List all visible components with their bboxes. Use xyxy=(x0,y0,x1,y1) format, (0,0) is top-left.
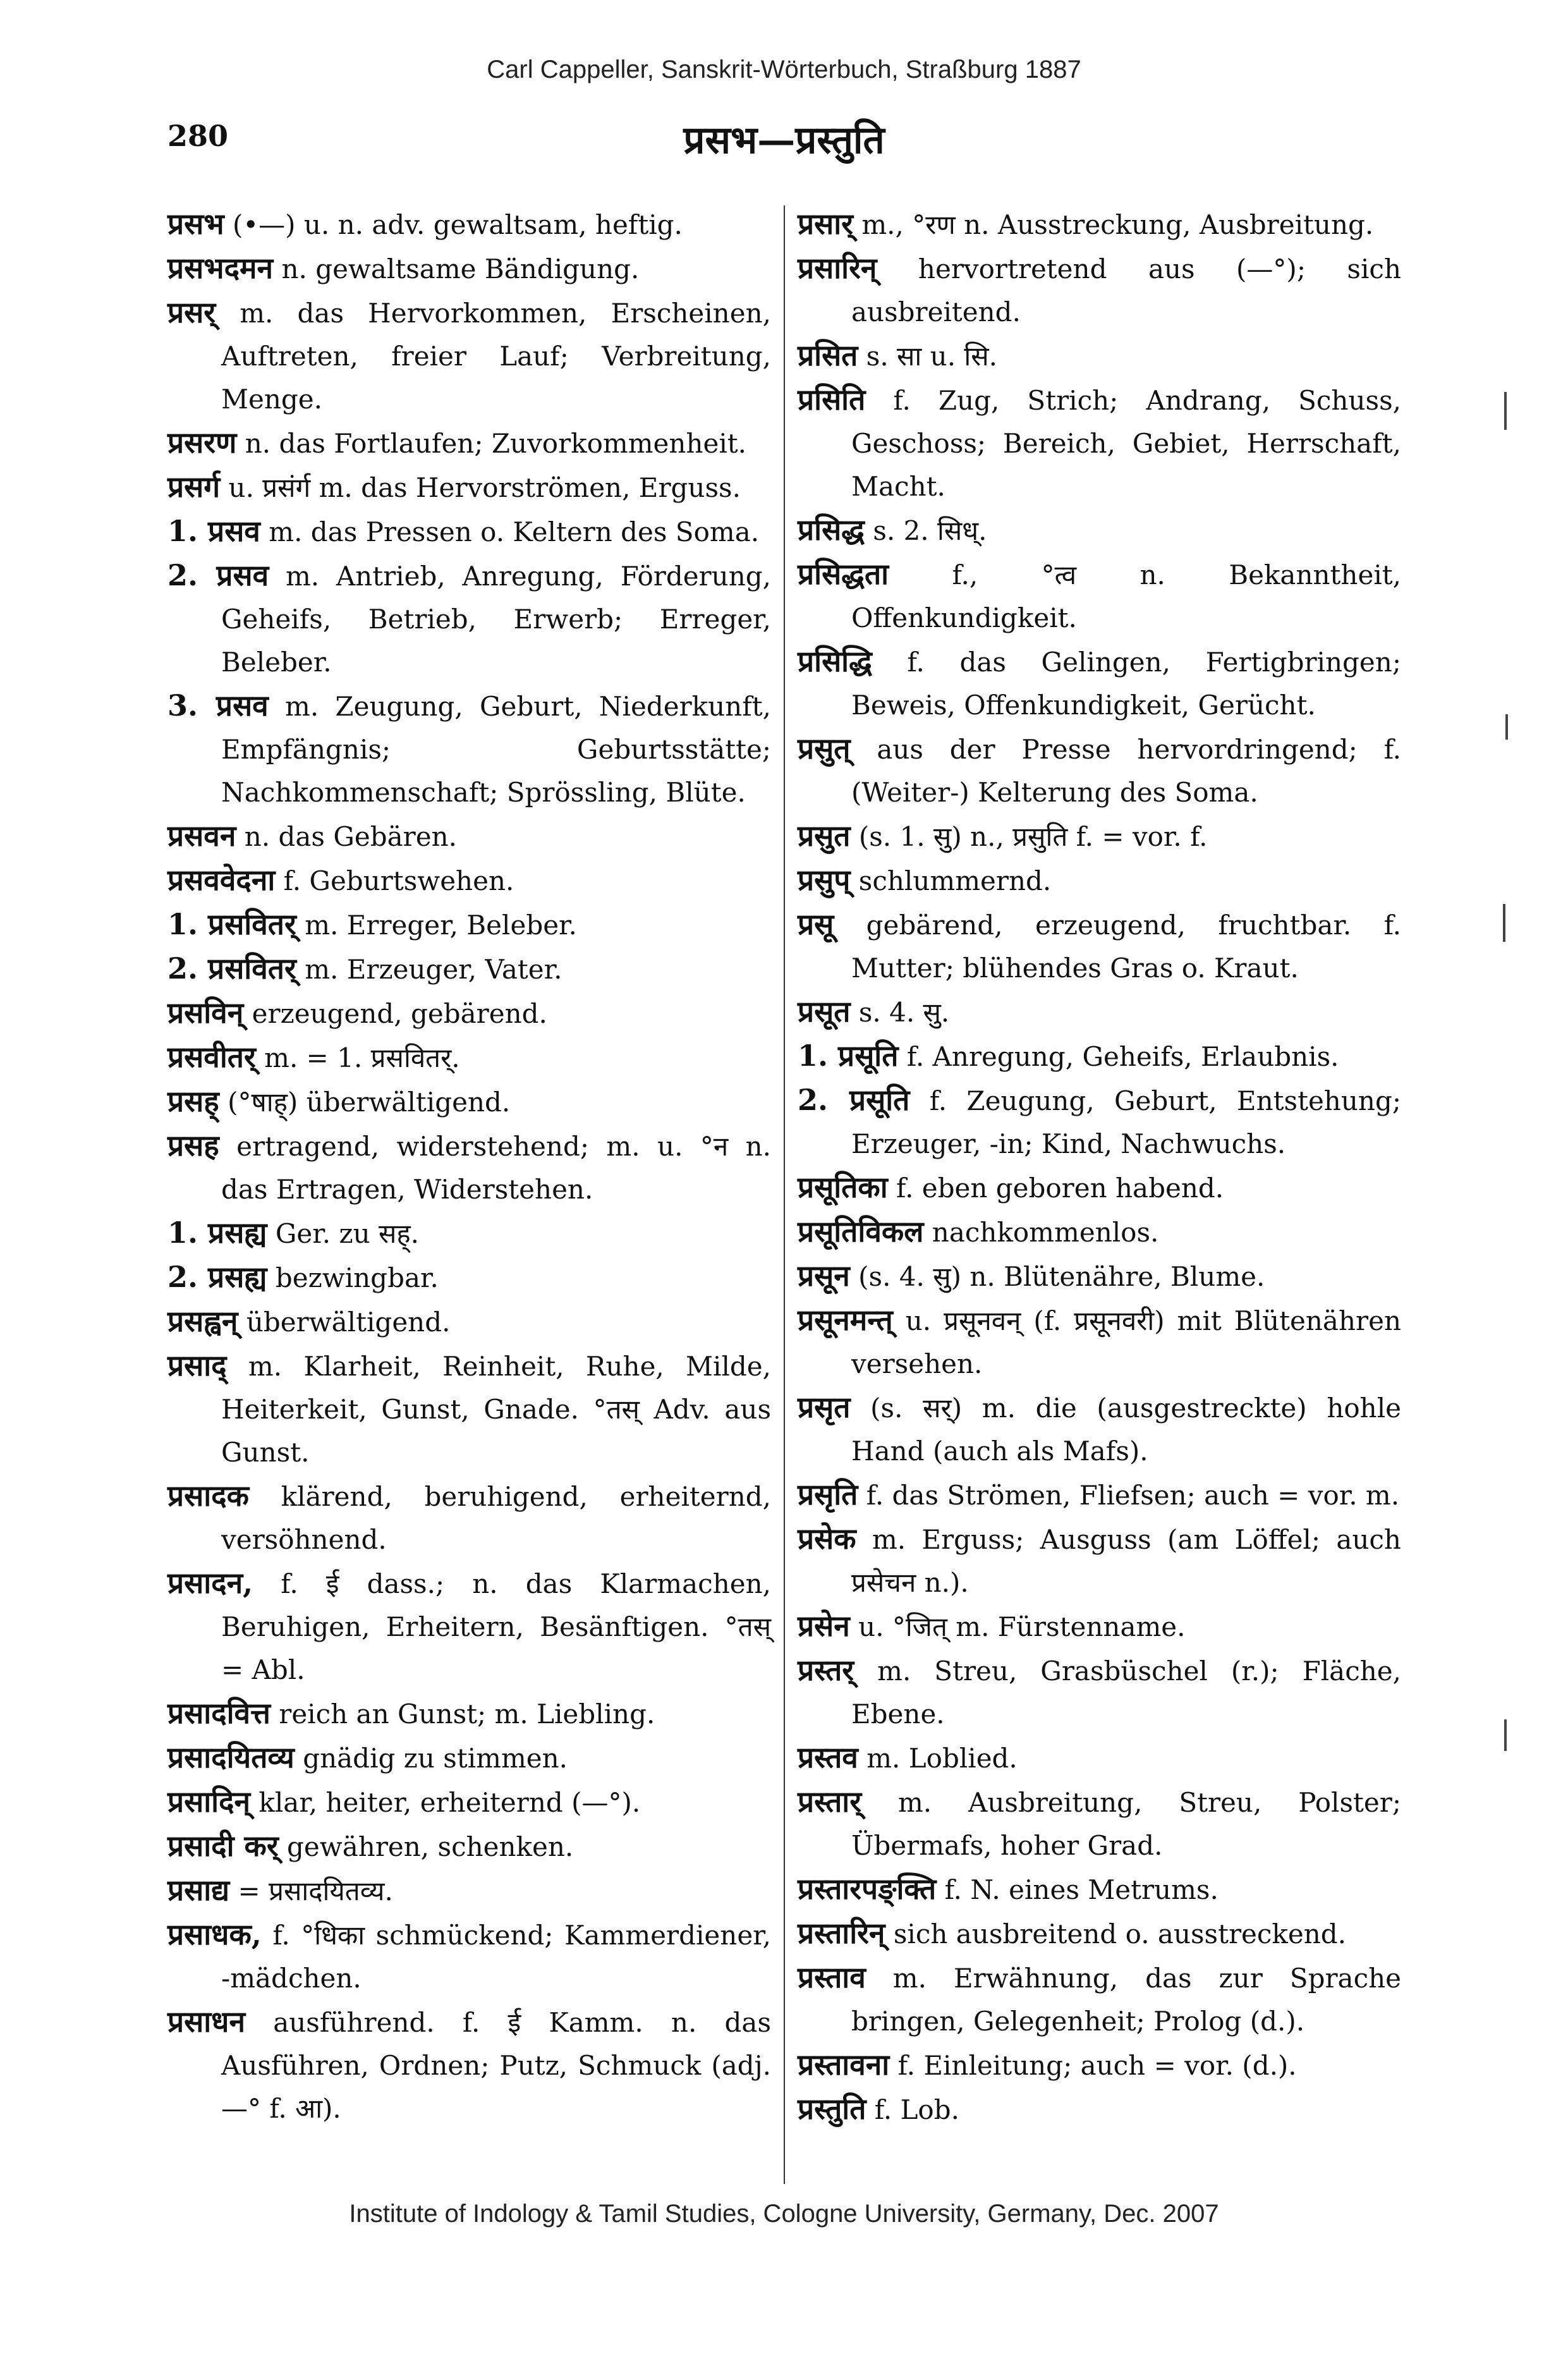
entry-headword: प्रसाधक, xyxy=(167,1917,262,1951)
entry-definition: m. Erguss; Ausguss (am Löffel; auch प्रसेचन n.). xyxy=(851,1524,1401,1598)
dictionary-entry xyxy=(798,1034,1401,1078)
entry-headword: प्रस्तव xyxy=(798,1740,858,1774)
entry-definition: = प्रसादयितव्य. xyxy=(238,1876,393,1906)
dictionary-entry xyxy=(798,1210,1401,1254)
entry-headword: प्रसुत xyxy=(798,819,851,853)
dictionary-entry xyxy=(798,1956,1401,2043)
entry-headword: प्रसववेदना xyxy=(167,863,276,897)
dictionary-entry xyxy=(798,1867,1401,1912)
dictionary-entry xyxy=(167,1344,771,1474)
entry-headword: प्रसारिन् xyxy=(798,251,877,285)
entry-definition: hervortretend aus (—°); sich ausbreitend. xyxy=(851,253,1401,327)
entry-headword: प्रसभ xyxy=(167,207,224,241)
entry-definition: überwältigend. xyxy=(246,1307,451,1338)
entry-headword: प्रसादयितव्य xyxy=(167,1740,295,1774)
column-rule xyxy=(784,205,785,2184)
entry-headword: प्रस्तुति xyxy=(798,2092,866,2126)
entry-definition: m. das Pressen o. Keltern des Soma. xyxy=(269,516,760,547)
entry-headword: प्रस्तर् xyxy=(798,1653,854,1687)
entry-headword: 3. प्रसव xyxy=(167,688,269,723)
entry-definition: Ger. zu सह्. xyxy=(275,1218,420,1249)
entry-definition: m. das Hervorkommen, Erscheinen, Auftreten, freier Lauf; Verbreitung, Menge. xyxy=(221,298,771,415)
entry-definition: sich ausbreitend o. ausstreckend. xyxy=(893,1919,1347,1949)
dictionary-entry xyxy=(167,991,771,1035)
entry-definition: bezwingbar. xyxy=(275,1262,439,1293)
dictionary-entry xyxy=(167,1692,771,1736)
entry-headword: प्रसाद् xyxy=(167,1348,227,1382)
entry-definition: f. das Strömen, Fliefsen; auch = vor. m. xyxy=(866,1480,1400,1511)
entry-headword: प्रस्तारिन् xyxy=(798,1916,885,1950)
entry-headword: प्रसरण xyxy=(167,425,237,460)
dictionary-entry xyxy=(167,903,771,947)
entry-headword: प्रसिति xyxy=(798,382,866,417)
dictionary-entry xyxy=(798,1386,1401,1473)
entry-headword: प्रसाद्य xyxy=(167,1873,230,1907)
entry-headword: प्रसूतिका xyxy=(798,1170,888,1204)
entry-headword: 2. प्रसवितर् xyxy=(167,951,296,985)
dictionary-entry xyxy=(167,684,771,814)
dictionary-entry xyxy=(167,2000,771,2130)
entry-headword: प्रसाधन xyxy=(167,2004,246,2039)
entry-definition: gebärend, erzeugend, fruchtbar. f. Mutter; blühendes Gras o. Kraut. xyxy=(851,910,1401,984)
dictionary-entry xyxy=(798,990,1401,1034)
dictionary-entry xyxy=(798,1254,1401,1298)
dictionary-entry xyxy=(798,378,1401,508)
entry-headword: 1. प्रसूति xyxy=(798,1039,899,1073)
dictionary-entry xyxy=(167,291,771,421)
entry-definition: m. Streu, Grasbüschel (r.); Fläche, Ebene. xyxy=(851,1656,1401,1730)
entry-headword: 1. प्रसवितर् xyxy=(167,907,296,941)
entry-definition: gnädig zu stimmen. xyxy=(303,1743,568,1774)
entry-definition: m. Klarheit, Reinheit, Ruhe, Milde, Heiterkeit, Gunst, Gnade. °तस् Adv. aus Gunst. xyxy=(221,1351,771,1468)
dictionary-entry xyxy=(167,1913,771,2000)
entry-definition: ausführend. f. ई Kamm. n. das Ausführen, Ordnen; Putz, Schmuck (adj. —° f. आ). xyxy=(221,2007,771,2124)
dictionary-entry xyxy=(798,814,1401,858)
entry-headword: प्रसेन xyxy=(798,1609,850,1643)
page-number: 280 xyxy=(167,119,229,153)
dictionary-entry xyxy=(167,1561,771,1692)
dictionary-entry xyxy=(167,814,771,858)
entry-definition: m. Antrieb, Anregung, Förderung, Geheifs, Betrieb, Erwerb; Erreger, Beleber. xyxy=(221,561,771,678)
entry-definition: nachkommenlos. xyxy=(932,1217,1159,1248)
entry-headword: प्रसवन xyxy=(167,819,236,853)
entry-definition: s. 2. सिध्. xyxy=(873,515,987,546)
dictionary-entry xyxy=(798,1473,1401,1517)
dictionary-entry xyxy=(798,903,1401,990)
dictionary-entry xyxy=(167,465,771,509)
dictionary-entry xyxy=(167,947,771,991)
entry-headword: प्रसिद्ध xyxy=(798,513,865,547)
entry-headword: प्रसुत् xyxy=(798,731,851,766)
dictionary-entry xyxy=(167,1474,771,1561)
dictionary-entry xyxy=(167,554,771,684)
entry-headword: प्रसादी कर् xyxy=(167,1829,279,1863)
entry-headword: प्रसेक xyxy=(798,1522,856,1556)
dictionary-entry xyxy=(798,1736,1401,1780)
entry-definition: aus der Presse hervordringend; f. (Weiter-) Kelterung des Soma. xyxy=(851,734,1401,808)
dictionary-entry xyxy=(167,1824,771,1869)
entry-definition: m. Erwähnung, das zur Sprache bringen, Gelegenheit; Prolog (d.). xyxy=(851,1963,1401,2037)
dictionary-entry xyxy=(798,640,1401,727)
entry-definition: m. Erreger, Beleber. xyxy=(305,910,577,941)
entry-definition: klar, heiter, erheiternd (—°). xyxy=(258,1787,641,1818)
source-header: Carl Cappeller, Sanskrit-Wörterbuch, Straßburg 1887 xyxy=(487,56,1081,83)
entry-definition: (°षाह्) überwältigend. xyxy=(228,1087,511,1118)
dictionary-entry xyxy=(798,1517,1401,1604)
left-column xyxy=(167,202,771,2130)
dictionary-entry xyxy=(798,508,1401,552)
dictionary-entry xyxy=(798,727,1401,814)
entry-definition: u. प्रसूनवन् (f. प्रसूनवरी) mit Blütenähren versehen. xyxy=(851,1305,1402,1379)
entry-headword: 1. प्रसह्य xyxy=(167,1216,267,1250)
dictionary-entry xyxy=(167,421,771,465)
entry-definition: f., °त्व n. Bekanntheit, Offenkundigkeit. xyxy=(851,559,1401,633)
dictionary-entry xyxy=(798,1604,1401,1649)
entry-definition: n. das Fortlaufen; Zuvorkommenheit. xyxy=(245,428,747,459)
entry-headword: प्रसृति xyxy=(798,1477,858,1511)
dictionary-entry xyxy=(798,334,1401,378)
dictionary-entry xyxy=(798,1166,1401,1210)
dictionary-entry xyxy=(167,1780,771,1824)
entry-definition: f. °धिका schmückend; Kammerdiener, -mädchen. xyxy=(221,1920,771,1994)
dictionary-entry xyxy=(798,2087,1401,2132)
dictionary-entry xyxy=(798,247,1401,334)
entry-headword: प्रसवीतर् xyxy=(167,1040,256,1074)
entry-definition: f. das Gelingen, Fertigbringen; Beweis, Offenkundigkeit, Gerücht. xyxy=(851,647,1401,721)
entry-headword: प्रस्तार् xyxy=(798,1784,862,1819)
right-column xyxy=(798,202,1401,2132)
entry-headword: प्रसर् xyxy=(167,295,216,329)
entry-headword: प्रसह xyxy=(167,1128,219,1162)
dictionary-entry xyxy=(798,1649,1401,1736)
margin-mark xyxy=(1504,1719,1507,1751)
entry-headword: प्रसूत xyxy=(798,994,851,1028)
margin-mark xyxy=(1503,904,1505,942)
entry-headword: 2. प्रसूति xyxy=(798,1083,910,1117)
entry-definition: f. eben geboren habend. xyxy=(896,1173,1224,1204)
entry-definition: f. Zug, Strich; Andrang, Schuss, Geschoss; Bereich, Gebiet, Herrschaft, Macht. xyxy=(851,385,1401,502)
entry-headword: प्रसविन् xyxy=(167,996,244,1030)
entry-definition: u. °जित् m. Fürstenname. xyxy=(858,1611,1186,1642)
entry-definition: m. Loblied. xyxy=(866,1743,1018,1774)
dictionary-entry xyxy=(798,858,1401,903)
entry-headword: प्रसह् xyxy=(167,1084,219,1118)
entry-headword: प्रसादिन् xyxy=(167,1784,251,1819)
entry-headword: प्रसुप् xyxy=(798,863,851,897)
entry-headword: प्रसूनमन्त् xyxy=(798,1303,893,1337)
entry-definition: n. das Gebären. xyxy=(244,821,457,852)
dictionary-entry xyxy=(167,858,771,903)
dictionary-entry xyxy=(167,1869,771,1913)
dictionary-entry xyxy=(167,1080,771,1124)
entry-headword: 1. प्रसव xyxy=(167,514,260,548)
entry-headword: प्रसून xyxy=(798,1259,850,1293)
entry-definition: f. Anregung, Geheifs, Erlaubnis. xyxy=(906,1041,1339,1072)
entry-definition: f. ई dass.; n. das Klarmachen, Beruhigen, Erheitern, Besänftigen. °तस् = Abl. xyxy=(221,1568,771,1685)
entry-headword: प्रसार् xyxy=(798,207,853,241)
dictionary-entry xyxy=(167,1124,771,1211)
entry-headword: प्रसिद्धता xyxy=(798,557,889,591)
dictionary-entry xyxy=(167,1255,771,1300)
dictionary-entry xyxy=(167,1736,771,1780)
entry-definition: f. Einleitung; auch = vor. (d.). xyxy=(897,2050,1297,2081)
footer-credit: Institute of Indology & Tamil Studies, Cologne University, Germany, Dec. 2007 xyxy=(349,2200,1219,2228)
running-head: प्रसभ—प्रस्तुति xyxy=(683,118,885,162)
dictionary-entry xyxy=(798,2043,1401,2087)
entry-headword: प्रस्तारपङ्क्ति xyxy=(798,1872,937,1906)
dictionary-entry xyxy=(167,247,771,291)
entry-definition: (s. सर्) m. die (ausgestreckte) hohle Hand (auch als Mafs). xyxy=(851,1393,1401,1467)
entry-definition: schlummernd. xyxy=(858,865,1052,896)
entry-headword: प्रस्तावना xyxy=(798,2047,890,2082)
entry-definition: u. प्रसंर्ग m. das Hervorströmen, Erguss. xyxy=(228,472,741,503)
entry-definition: m. Erzeuger, Vater. xyxy=(305,954,562,985)
entry-headword: प्रसादवित्त xyxy=(167,1696,270,1730)
entry-headword: प्रसह्वन् xyxy=(167,1304,238,1338)
dictionary-entry xyxy=(167,1211,771,1255)
margin-mark xyxy=(1504,392,1507,430)
entry-definition: (s. 4. सु) n. Blütenähre, Blume. xyxy=(858,1261,1265,1292)
dictionary-entry xyxy=(798,202,1401,247)
entry-definition: erzeugend, gebärend. xyxy=(252,998,547,1029)
dictionary-entry xyxy=(798,552,1401,640)
entry-headword: प्रसिद्धि xyxy=(798,644,872,678)
entry-headword: प्रसर्ग xyxy=(167,470,221,504)
entry-definition: s. 4. सु. xyxy=(858,997,950,1028)
dictionary-entry xyxy=(167,1035,771,1080)
entry-definition: m. Ausbreitung, Streu, Polster; Übermafs, hoher Grad. xyxy=(851,1787,1401,1861)
dictionary-entry xyxy=(167,509,771,554)
entry-definition: f. N. eines Metrums. xyxy=(944,1874,1219,1905)
entry-definition: gewähren, schenken. xyxy=(287,1831,574,1862)
entry-headword: 2. प्रसह्य xyxy=(167,1260,267,1294)
entry-definition: reich an Gunst; m. Liebling. xyxy=(279,1699,655,1730)
dictionary-entry xyxy=(167,202,771,247)
entry-headword: प्रस्ताव xyxy=(798,1960,866,1994)
entry-definition: m. = 1. प्रसवितर्. xyxy=(264,1042,460,1073)
dictionary-entry xyxy=(798,1298,1401,1386)
entry-definition: ertragend, widerstehend; m. u. °न n. das Ertragen, Widerstehen. xyxy=(221,1131,771,1205)
entry-definition: s. सा u. सि. xyxy=(866,341,998,372)
entry-definition: f. Lob. xyxy=(874,2094,959,2125)
margin-mark xyxy=(1505,714,1508,740)
entry-headword: प्रसृत xyxy=(798,1390,851,1424)
entry-headword: प्रसभदमन xyxy=(167,251,274,285)
entry-headword: प्रसादन, xyxy=(167,1566,253,1600)
entry-definition: f. Zeugung, Geburt, Entstehung; Erzeuger, -in; Kind, Nachwuchs. xyxy=(851,1085,1401,1159)
entry-definition: m. Zeugung, Geburt, Niederkunft, Empfängnis; Geburtsstätte; Nachkommenschaft; Sprössling, Blüte. xyxy=(221,691,771,808)
entry-definition: n. gewaltsame Bändigung. xyxy=(281,253,640,284)
entry-definition: f. Geburtswehen. xyxy=(283,865,514,896)
entry-headword: प्रसू xyxy=(798,907,834,941)
dictionary-entry xyxy=(798,1780,1401,1867)
entry-definition: klärend, beruhigend, erheiternd, versöhnend. xyxy=(221,1481,771,1555)
entry-definition: (s. 1. सु) n., प्रसुति f. = vor. f. xyxy=(858,821,1208,852)
entry-headword: प्रसित xyxy=(798,338,858,372)
entry-definition: m., °रण n. Ausstreckung, Ausbreitung. xyxy=(861,209,1374,240)
entry-definition: (•—) u. n. adv. gewaltsam, heftig. xyxy=(232,209,683,240)
entry-headword: प्रसूतिविकल xyxy=(798,1214,924,1248)
entry-headword: प्रसादक xyxy=(167,1479,249,1513)
dictionary-entry xyxy=(798,1912,1401,1956)
entry-headword: 2. प्रसव xyxy=(167,558,269,592)
dictionary-entry xyxy=(798,1078,1401,1166)
dictionary-entry xyxy=(167,1300,771,1344)
